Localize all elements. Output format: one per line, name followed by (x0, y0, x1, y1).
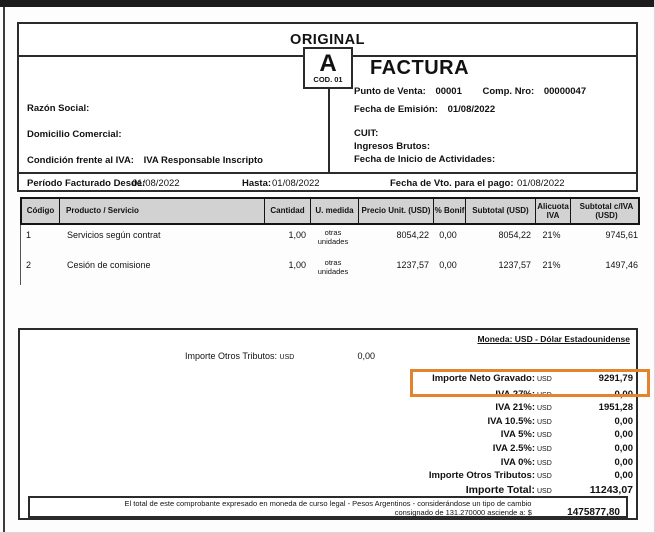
header-cell-umedida: U. medida (310, 199, 358, 223)
summary-currency: USD (537, 405, 552, 413)
summary-value: 0,00 (614, 470, 633, 482)
condicion-iva-label: Condición frente al IVA: (27, 155, 134, 166)
cell-precio-unit: 8054,22 (396, 230, 429, 240)
copy-label: ORIGINAL (290, 31, 365, 48)
header-cell-subtotal-civa: Subtotal c/IVA (USD) (570, 199, 642, 223)
condicion-iva-value: IVA Responsable Inscripto (143, 155, 263, 166)
invoice-title: FACTURA (370, 57, 470, 79)
totals-summary-box (18, 328, 638, 520)
otros-tributos-top-value: 0,00 (357, 351, 375, 361)
summary-row-iva-0 (23, 457, 633, 471)
cell-subtotal-civa: 1497,46 (605, 260, 638, 270)
summary-label: IVA 27%: (495, 388, 535, 400)
cell-precio-unit: 1237,57 (396, 260, 429, 270)
summary-currency: USD (537, 376, 552, 383)
summary-row-iva-21 (23, 402, 633, 416)
pesos-total-value: 1475877,80 (567, 507, 620, 518)
razon-social-label: Razón Social: (27, 103, 90, 114)
items-table (20, 197, 640, 285)
invoice-letter-code: COD. 01 (313, 74, 343, 84)
summary-value: 0,00 (614, 456, 633, 468)
cuit-field (354, 128, 378, 139)
periodo-desde-value: 01/08/2022 (132, 178, 180, 189)
cell-producto: Cesión de comisione (67, 260, 151, 270)
header-cell-codigo: Código (26, 206, 55, 216)
cell-subtotal-civa: 9745,61 (605, 230, 638, 240)
cell-umedida: otras unidades (317, 228, 349, 246)
domicilio-label: Domicilio Comercial: (27, 129, 122, 140)
summary-currency: USD (537, 418, 552, 426)
header-cell-cantidad: Cantidad (264, 199, 310, 223)
summary-currency: USD (537, 487, 552, 495)
punto-venta-label: Punto de Venta: (354, 86, 426, 97)
periodo-desde-label: Período Facturado Desde: (27, 178, 146, 189)
punto-venta-field (354, 86, 586, 97)
periodo-hasta-value: 01/08/2022 (272, 178, 320, 189)
condicion-iva-field (27, 155, 263, 166)
table-row (21, 255, 640, 285)
periodo-hasta-label: Hasta: (242, 178, 272, 189)
header-cell-producto: Producto / Servicio (59, 199, 264, 223)
cell-alicuota-iva: 21% (542, 230, 561, 240)
summary-label: IVA 5%: (500, 429, 535, 441)
invoice-letter-box (303, 47, 353, 89)
summary-row-neto-gravado (23, 373, 633, 387)
summary-label: IVA 0%: (500, 456, 535, 468)
cell-subtotal: 8054,22 (498, 230, 531, 240)
ingresos-brutos-field (354, 141, 430, 152)
razon-social-field (27, 103, 89, 114)
periodo-vto-label: Fecha de Vto. para el pago: (390, 178, 514, 189)
periodo-bar (19, 172, 636, 192)
legal-tender-note-box (28, 496, 628, 518)
invoice-letter: A (319, 49, 337, 77)
comp-nro-label: Comp. Nro: (482, 86, 535, 97)
domicilio-field (27, 129, 122, 140)
cell-cantidad: 1,00 (288, 230, 306, 240)
comp-nro-value: 00000047 (543, 86, 587, 97)
header-cell-precio-unit: Precio Unit. (USD) (358, 199, 433, 223)
summary-currency: USD (537, 459, 552, 467)
periodo-vto-value: 01/08/2022 (517, 178, 565, 189)
summary-value: 0,00 (614, 415, 633, 427)
summary-value: 0,00 (614, 429, 633, 441)
header-column-divider (328, 89, 330, 172)
table-row (21, 225, 640, 255)
otros-tributos-top-currency: USD (279, 354, 295, 361)
ingresos-brutos-label: Ingresos Brutos: (354, 141, 431, 152)
cell-bonif: 0,00 (439, 230, 457, 240)
inicio-actividades-field (354, 154, 495, 165)
summary-row-iva-27 (23, 389, 633, 403)
fecha-emision-label: Fecha de Emisión: (354, 104, 438, 115)
invoice-header-frame (17, 22, 638, 192)
otros-tributos-top-label: Importe Otros Tributos: (185, 351, 278, 361)
summary-value: 11243,07 (589, 483, 633, 496)
otros-tributos-top-line (185, 351, 294, 361)
summary-label: IVA 10.5%: (487, 415, 535, 427)
summary-rows (23, 373, 633, 498)
cell-umedida: otras unidades (317, 258, 349, 276)
fecha-emision-field (354, 104, 495, 115)
fecha-emision-value: 01/08/2022 (447, 104, 496, 115)
page-left-border (3, 7, 5, 533)
header-cell-subtotal: Subtotal (USD) (465, 199, 535, 223)
summary-row-iva-25 (23, 443, 633, 457)
inicio-actividades-label: Fecha de Inicio de Actividades: (354, 154, 496, 165)
summary-row-otros-tributos (23, 470, 633, 484)
top-black-bar (0, 0, 655, 7)
items-table-body (20, 225, 640, 285)
cell-subtotal: 1237,57 (498, 260, 531, 270)
header-cell-alicuota-iva: Alicuota IVA (535, 199, 570, 223)
legal-tender-line1: El total de este comprobante expresado en moneda de curso legal - Pesos Argentinos - considerándose un tipo de cambio (124, 499, 532, 508)
summary-label: Importe Otros Tributos: (428, 470, 535, 482)
moneda-label: Moneda: USD - Dólar Estadounidense (477, 334, 630, 344)
summary-value: 1951,28 (598, 402, 633, 414)
summary-currency: USD (537, 473, 552, 481)
summary-value: 9291,79 (598, 373, 633, 384)
header-cell-bonif: % Bonif (433, 199, 465, 223)
summary-row-iva-5 (23, 429, 633, 443)
summary-label: IVA 2.5%: (492, 442, 535, 454)
cuit-label: CUIT: (354, 128, 379, 139)
cell-bonif: 0,00 (439, 260, 457, 270)
summary-currency: USD (537, 432, 552, 440)
summary-row-iva-105 (23, 416, 633, 430)
cell-producto: Servicios según contrat (67, 230, 161, 240)
cell-codigo: 2 (26, 260, 32, 270)
summary-label: Importe Total: (465, 483, 535, 496)
summary-currency: USD (537, 445, 552, 453)
cell-codigo: 1 (26, 230, 32, 240)
summary-label: Importe Neto Gravado: (432, 373, 535, 384)
items-table-header (20, 197, 640, 225)
summary-value: 0,00 (614, 388, 633, 400)
legal-tender-line2 (30, 508, 626, 517)
summary-value: 0,00 (614, 442, 633, 454)
summary-label: IVA 21%: (495, 402, 535, 414)
cell-cantidad: 1,00 (288, 260, 306, 270)
summary-currency: USD (537, 391, 552, 399)
legal-tender-line2-text: consignado de 131.270000 asciende a: $ (394, 508, 532, 517)
cell-alicuota-iva: 21% (542, 260, 561, 270)
punto-venta-value: 00001 (435, 86, 462, 97)
